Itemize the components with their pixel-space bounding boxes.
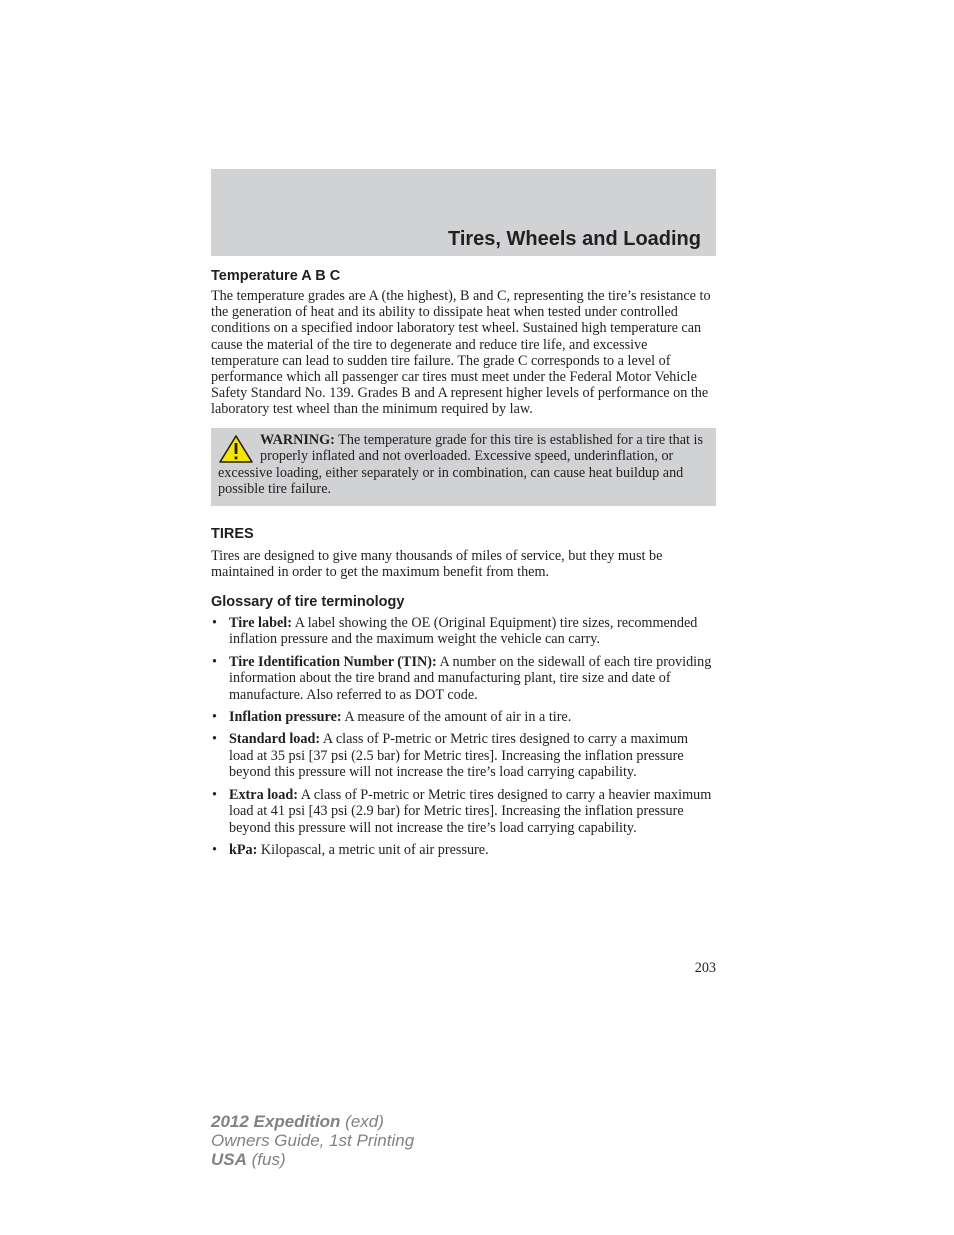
list-item — [211, 787, 716, 836]
list-item — [211, 731, 716, 780]
page-content — [211, 169, 716, 864]
page-number: 203 — [694, 960, 716, 976]
glossary-term: Standard load: — [229, 731, 321, 748]
warning-body: The temperature grade for this tire is established for a tire that is properly inflated and not overloaded. Excessive speed, underinflation, or excessive loading, either separately or in combination, can cause heat buildup and possible tire failure. — [218, 431, 703, 498]
glossary-term: kPa: — [229, 841, 258, 858]
section-title: Tires, Wheels and Loading — [447, 228, 701, 250]
bullet: • — [212, 786, 217, 803]
glossary-definition: A label showing the OE (Original Equipment) tire sizes, recommended inflation pressure and the maximum weight the vehicle can carry. — [229, 615, 698, 648]
warning-box — [211, 428, 716, 506]
footer-model-code: (exd) — [340, 1112, 384, 1131]
footer-line-1 — [211, 1112, 414, 1131]
glossary-term: Tire label: — [229, 615, 292, 632]
warning-label: WARNING: — [260, 431, 335, 448]
warning-text — [218, 432, 709, 498]
glossary-list — [211, 615, 716, 858]
warning-triangle-icon — [218, 434, 254, 464]
bullet: • — [212, 615, 217, 632]
glossary-heading: Glossary of tire terminology — [211, 594, 405, 611]
list-item — [211, 709, 716, 725]
footer-market: USA — [211, 1150, 247, 1169]
bullet: • — [212, 731, 217, 748]
glossary-term: Tire Identification Number (TIN): — [229, 653, 437, 670]
tires-heading: TIRES — [211, 525, 254, 542]
temperature-paragraph: The temperature grades are A (the highest), B and C, representing the tire’s resistance to the generation of heat and its ability to dissipate heat when tested under controlled conditions on a specified indoor laboratory test wheel. Sustained high temperature can cause the material of the tire to degenerate and reduce tire life, and excessive temperature can lead to sudden tire failure. The grade C corresponds to a level of performance which all passenger car tires must meet under the Federal Motor Vehicle Safety Standard No. 139. Grades B and A represent higher levels of performance on the laboratory test wheel than the minimum required by law. — [211, 288, 711, 418]
footer-line-2: Owners Guide, 1st Printing — [211, 1131, 415, 1150]
bullet: • — [212, 709, 217, 726]
glossary-term: Inflation pressure: — [229, 709, 342, 726]
footer-market-code: (fus) — [246, 1150, 286, 1169]
section-header-band — [211, 169, 716, 256]
temperature-heading: Temperature A B C — [211, 268, 341, 284]
tires-paragraph: Tires are designed to give many thousands of miles of service, but they must be maintained in order to get the maximum benefit from them. — [211, 547, 663, 580]
document-footer — [211, 1112, 414, 1169]
footer-model: 2012 Expedition — [211, 1112, 341, 1131]
glossary-definition: A number on the sidewall of each tire providing information about the tire brand and manufacturing plant, tire size and date of manufacture. Also referred to as DOT code. — [229, 653, 712, 703]
glossary-definition: Kilopascal, a metric unit of air pressure. — [257, 841, 489, 858]
glossary-definition: A class of P-metric or Metric tires designed to carry a maximum load at 35 psi [37 psi (2.5 bar) for Metric tires]. Increasing the inflation pressure beyond this pressure will not increase the tire’s load carrying capability. — [229, 731, 689, 781]
glossary-term: Extra load: — [229, 786, 298, 803]
bullet: • — [212, 653, 217, 670]
bullet: • — [212, 841, 217, 858]
footer-line-3 — [211, 1150, 414, 1169]
list-item — [211, 615, 716, 648]
glossary-definition: A class of P-metric or Metric tires designed to carry a heavier maximum load at 41 psi [43 psi (2.9 bar) for Metric tires]. Increasing the inflation pressure beyond this pressure will not increase the tire’s load carrying capability. — [229, 786, 712, 836]
list-item — [211, 654, 716, 703]
glossary-definition: A measure of the amount of air in a tire. — [341, 709, 572, 726]
list-item — [211, 842, 716, 858]
